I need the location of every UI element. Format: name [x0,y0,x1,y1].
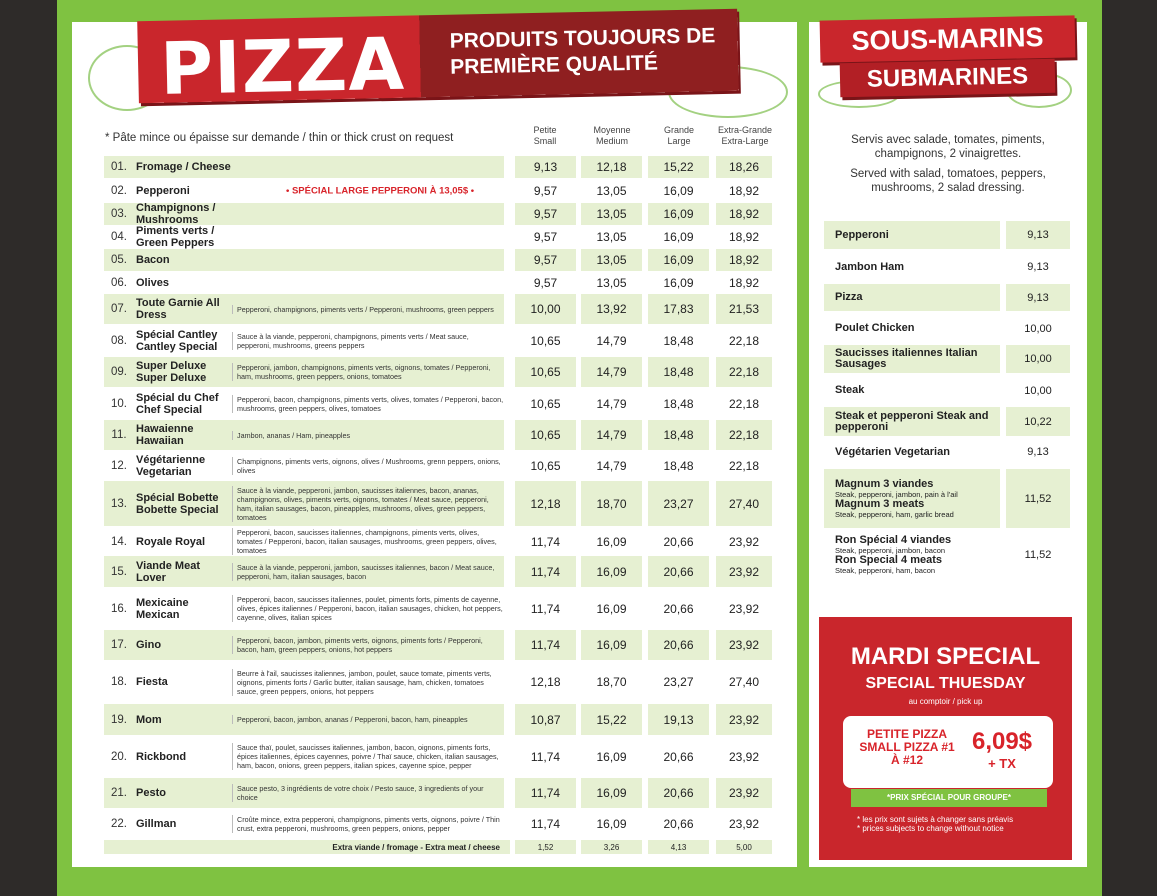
pizza-price: 22,18 [728,397,760,411]
pizza-price: 11,74 [515,556,576,587]
pizza-price: 14,79 [581,420,642,450]
pizza-number: 16. [111,602,127,615]
pizza-row [104,203,772,225]
submarine-price: 9,13 [1006,221,1070,249]
pizza-price: 16,09 [596,534,627,549]
pizza-price: 12,18 [581,156,642,178]
pizza-price: 21,53 [716,294,772,324]
offer-tax: + TX [988,756,1016,771]
pizza-price: 10,87 [515,704,576,735]
submarine-name: Jambon Ham [835,260,905,273]
submarine-name: Magnum 3 viandes [835,477,934,490]
pizza-price: 11,74 [530,749,561,764]
pizza-name: Spécial du Chef Chef Special [136,392,219,416]
submarine-row [824,345,1070,373]
pizza-row [104,389,772,419]
pizza-price: 9,13 [515,156,576,178]
pizza-price: 20,66 [648,556,709,587]
pizza-price: 23,92 [716,630,772,660]
pizza-price: 18,48 [648,357,709,387]
pickup-note: au comptoir / pick up [908,697,983,706]
pizza-price: 16,09 [596,601,627,616]
pizza-price: 20,66 [663,749,694,764]
pizza-number: 15. [104,556,134,587]
submarine-name-cell [824,469,1000,528]
pizza-ingredients: Pepperoni, bacon, jambon, piments verts, oignons, piments forts / Pepperoni, bacon, ham, green peppers, onions, hot peppers [232,636,504,654]
pizza-price: 18,48 [663,459,694,473]
submarine-name: Pepperoni [835,228,889,241]
pizza-row [104,528,772,555]
pizza-name-cell [134,294,504,324]
pizza-number: 08. [111,335,127,347]
pizza-price: 13,05 [596,184,627,198]
pizza-ingredients: Pepperoni, bacon, saucisses italiennes, poulet, piments forts, piments de cayenne, olives, épices italiennes / Pepperoni, bacon, italian sausages, chicken, hot peppers, cayenne, olives, italian spices [232,595,504,622]
pepperoni-promo: • SPÉCIAL LARGE PEPPERONI À 13,05$ • [286,185,475,197]
pizza-price: 23,92 [716,778,772,808]
pizza-price: 14,79 [596,397,627,411]
pizza-price: 16,09 [596,749,627,764]
offer-price: 6,09$ [971,728,1033,755]
submarine-desc-fr: Servis avec salade, tomates, piments, champignons, 2 vinaigrettes. [851,134,1045,160]
pizza-name-cell [134,528,504,555]
pizza-name: Hawaienne Hawaiian [136,423,194,447]
pizza-ingredients: Sauce à la viande, pepperoni, champignons, piments verts / Meat sauce, pepperoni, mushrooms, greens peppers [232,332,504,350]
submarine-price: 11,52 [1024,549,1052,561]
pizza-name-cell [134,156,504,178]
submarine-price: 9,13 [1006,284,1070,311]
pizza-row [104,451,772,481]
pizza-ingredients: Sauce à la viande, pepperoni, jambon, saucisses italiennes, bacon / Meat sauce, pepperoni, ham, italian sausages, bacon [232,563,504,581]
submarine-price: 10,00 [1024,322,1052,335]
pizza-row [104,662,772,702]
pizza-price: 11,74 [515,630,576,660]
pizza-price: 27,40 [728,675,760,689]
pizza-price: 23,92 [728,817,760,831]
pizza-row [104,589,772,628]
pizza-name: Viande Meat Lover [136,559,200,584]
pizza-ingredients: Sauce thaï, poulet, saucisses italiennes, jambon, bacon, oignons, piments forts, épices italiennes, épices cayennes, poivre / Thaï sauce, chicken, italian sausages, ham, bacon, onions, green peppers, italian spices, cayenne spice, pepper [232,743,504,770]
pizza-name: Champignons / Mushrooms [136,202,216,226]
pizza-row [104,810,772,838]
pizza-price: 13,05 [596,230,627,244]
pizza-number: 07. [104,294,134,324]
submarine-name: Poulet Chicken [835,322,915,334]
submarine-name-cell [824,407,1000,436]
pizza-price: 14,79 [596,334,627,348]
pizza-price: 13,05 [581,203,642,225]
submarine-name: Steak [835,384,865,396]
submarine-name-cell [824,531,1000,579]
pizza-price: 23,92 [716,704,772,735]
pizza-name-cell [134,810,504,838]
pizza-price: 23,27 [648,481,709,526]
pizza-price: 16,09 [648,203,709,225]
pizza-row [104,420,772,450]
extra-row [104,840,772,854]
pizza-name: Toute Garnie All Dress [136,297,220,321]
pizza-row [104,737,772,776]
pizza-row [104,326,772,356]
pizza-ingredients: Pepperoni, bacon, jambon, ananas / Pepperoni, bacon, ham, pineapples [232,715,504,724]
pizza-name: Olives [136,276,170,289]
pizza-price: 18,92 [716,203,772,225]
size-header-fr: Petite [533,125,557,135]
submarine-name: Steak et pepperoni Steak and pepperoni [835,409,989,433]
price-disclaimer [857,815,1057,833]
submarine-ingredients-en: Steak, pepperoni, ham, garlic bread [835,509,954,519]
pizza-number: 21. [104,778,134,808]
pizza-name: Super Deluxe Super Deluxe [136,360,207,384]
pizza-ingredients: Pepperoni, champignons, piments verts / Pepperoni, mushrooms, green peppers [232,305,504,314]
pizza-price: 20,66 [663,601,694,616]
pizza-price: 23,92 [728,534,760,549]
crust-note: * Pâte mince ou épaisse sur demande / thin or thick crust on request [105,132,454,144]
pizza-price: 18,48 [663,334,694,348]
pizza-name-cell [134,662,504,702]
pizza-number: 12. [111,460,127,472]
size-header-fr: Moyenne [593,125,631,135]
submarine-row [824,377,1070,404]
pizza-row [104,630,772,660]
submarine-row [824,407,1070,436]
pizza-price: 9,57 [515,249,576,271]
pizza-price: 22,18 [728,459,760,473]
pizza-price: 13,05 [581,249,642,271]
pizza-number: 14. [111,535,127,548]
extra-price-medium: 3,26 [581,840,642,854]
pizza-price: 11,74 [530,601,561,616]
pizza-price: 11,74 [515,778,576,808]
submarine-name-en: Ron Special 4 meats [835,554,942,566]
pizza-price: 18,92 [716,249,772,271]
submarine-price: 10,22 [1006,407,1070,436]
pizza-title-banner [137,9,739,111]
pizza-name: Pesto [136,787,166,799]
submarine-name-cell [824,314,1000,343]
submarine-row [824,252,1070,282]
pizza-price: 22,18 [728,334,760,348]
pizza-price: 27,40 [716,481,772,526]
pizza-ingredients: Croûte mince, extra pepperoni, champignons, piments verts, oignons, poivre / Thin crust, extra pepperoni, mushrooms, green peppers, onions, pepper [232,815,504,833]
size-header-fr: Extra-Grande [717,125,773,135]
pizza-price: 10,65 [530,397,561,411]
pizza-name-cell [134,556,504,587]
tuesday-title-en: SPECIAL THUESDAY [865,675,1026,692]
pizza-ingredients: Pepperoni, bacon, saucisses italiennes, champignons, piments verts, olives, tomates / Pepperoni, bacon, italian sausages, mushrooms, green peppers, olives, tomatoes [232,528,504,555]
pizza-number: 03. [104,203,134,225]
pizza-name: Spécial Cantley Cantley Special [136,329,218,353]
extra-price-small: 1,52 [515,840,576,854]
group-price-badge: *PRIX SPÉCIAL POUR GROUPE* [851,789,1047,807]
pizza-title: PIZZA [159,21,406,111]
submarine-row [824,284,1070,311]
pizza-price: 15,22 [581,704,642,735]
pizza-price: 11,74 [530,534,561,549]
pizza-number: 18. [111,676,127,688]
pizza-row [104,481,772,526]
pizza-name: Gino [136,639,162,651]
pizza-number: 22. [111,818,127,830]
pizza-price: 16,09 [581,630,642,660]
pizza-price: 9,57 [515,203,576,225]
pizza-price: 20,66 [663,817,694,831]
pizza-name-cell [134,737,504,776]
pizza-ingredients: Sauce à la viande, pepperoni, jambon, saucisses italiennes, bacon, ananas, champignons, olives, piments verts, oignons, tomates / Meat sauce, pepperoni, ham, italian sausages, bacon, pineapples, mushrooms, olives, green peppers, tomatoes [232,486,504,522]
pizza-number: 09. [104,357,134,387]
pizza-number: 06. [111,276,127,289]
size-header [715,125,775,147]
pizza-price: 16,09 [663,230,694,244]
pizza-name-cell [134,704,504,735]
submarine-ingredients-en: Steak, pepperoni, ham, bacon [835,566,936,575]
pizza-name: Mexicaine Mexican [136,596,189,621]
pizza-number: 10. [111,398,127,410]
pizza-name: Mom [136,713,162,726]
pizza-price: 23,92 [728,749,760,764]
pizza-price: 16,09 [581,556,642,587]
pizza-price: 16,09 [663,184,694,198]
pizza-name-cell [134,249,504,271]
pizza-name: Pepperoni [136,185,190,197]
pizza-price: 23,92 [716,556,772,587]
size-header-en: Large [667,136,691,146]
submarine-row [824,438,1070,466]
submarine-name: Ron Spécial 4 viandes [835,534,952,546]
pizza-name-cell [134,451,504,481]
pizza-number: 17. [104,630,134,660]
submarine-name-cell [824,284,1000,311]
tuesday-title: MARDI SPECIAL [850,643,1041,670]
submarine-name: Pizza [835,291,863,303]
pizza-name: Piments verts / Green Peppers [136,225,215,249]
pizza-price: 22,18 [716,357,772,387]
pizza-price: 17,83 [648,294,709,324]
pizza-price: 12,18 [515,481,576,526]
size-header-fr: Grande [663,125,695,135]
pizza-number: 02. [111,185,127,197]
pizza-row [104,778,772,808]
pizza-name: Bacon [136,254,170,266]
pizza-row [104,556,772,587]
pizza-price: 20,66 [648,630,709,660]
pizza-row [104,272,772,293]
pizza-price: 9,57 [533,184,558,198]
pizza-price: 16,09 [581,778,642,808]
pizza-name-cell [134,357,504,387]
submarine-title-fr: SOUS-MARINS [820,15,1076,62]
pizza-price: 20,66 [663,534,694,549]
pizza-ingredients: Beurre à l'ail, saucisses italiennes, jambon, poulet, sauce tomate, piments verts, oignons, piments forts / Garlic butter, italian sausage, ham, chicken, tomatoes sauce, green peppers, onions, hot peppers [232,669,504,696]
pizza-name: Fiesta [136,676,168,688]
pizza-price: 13,92 [581,294,642,324]
submarine-ingredients: Steak, pepperoni, jambon, pain à l'ail [835,489,958,499]
pizza-price: 18,48 [648,420,709,450]
submarine-row [824,469,1070,528]
pizza-name-cell [134,420,504,450]
pizza-price: 18,48 [663,397,694,411]
submarine-desc-en: Served with salad, tomatoes, peppers, mushrooms, 2 salad dressing. [850,168,1046,194]
pizza-subtitle: PRODUITS TOUJOURS DE PREMIÈRE QUALITÉ [449,24,716,79]
submarine-price: 10,00 [1006,345,1070,373]
pizza-name-cell [134,589,504,628]
pizza-price: 15,22 [648,156,709,178]
submarine-name: Végétarien Vegetarian [835,445,950,458]
size-header-en: Medium [595,136,628,146]
pizza-name-cell [134,778,504,808]
pizza-name: Spécial Bobette Bobette Special [136,491,219,516]
pizza-number: 01. [104,156,134,178]
pizza-price: 18,70 [596,675,627,689]
submarine-name-cell [824,252,1000,282]
pizza-ingredients: Pepperoni, bacon, champignons, piments verts, olives, tomates / Pepperoni, bacon, mushrooms, green peppers, olives, tomatoes [232,395,504,413]
submarine-row [824,314,1070,343]
extra-label: Extra viande / fromage - Extra meat / cheese [104,840,510,854]
pizza-name-cell [134,226,504,248]
size-header [515,125,575,147]
size-header [649,125,709,147]
submarine-price: 10,00 [1024,384,1052,397]
extra-price-xlarge: 5,00 [716,840,772,854]
pizza-name: Végétarienne Vegetarian [136,454,206,478]
pizza-price: 19,13 [648,704,709,735]
pizza-row [104,249,772,271]
pizza-price: 11,74 [530,817,561,831]
pizza-ingredients: Sauce pesto, 3 ingrédients de votre choix / Pesto sauce, 3 ingredients of your choice [232,784,504,802]
pizza-price: 18,26 [716,156,772,178]
pizza-number: 13. [104,481,134,526]
pizza-price: 10,00 [515,294,576,324]
price-disclaimer-fr: * les prix sont sujets à changer sans préavis [857,815,1014,824]
size-header [582,125,642,147]
submarine-row [824,221,1070,249]
pizza-price: 18,92 [728,275,760,290]
submarine-name-cell [824,377,1000,404]
pizza-price: 9,57 [533,275,558,290]
pizza-price: 18,70 [581,481,642,526]
pizza-price: 16,09 [648,249,709,271]
pizza-price: 10,65 [530,459,561,473]
pizza-price: 22,18 [716,420,772,450]
pizza-name-cell [134,326,504,356]
pizza-row [104,357,772,387]
pizza-name-cell [134,630,504,660]
submarine-price: 9,13 [1027,261,1049,273]
size-header-en: Small [533,136,557,146]
pizza-name-cell [134,481,504,526]
submarine-name-cell [824,438,1000,466]
pizza-name: Fromage / Cheese [136,161,231,173]
pizza-price: 9,57 [533,230,558,244]
pizza-ingredients: Champignons, piments verts, oignons, olives / Mushrooms, grenn peppers, onions, olives [232,457,504,475]
pizza-row [104,180,772,202]
pizza-price: 20,66 [648,778,709,808]
pizza-row [104,704,772,735]
pizza-name: Rickbond [136,750,187,763]
pizza-price: 13,05 [596,275,627,290]
submarine-price: 9,13 [1027,446,1049,458]
offer-label: PETITE PIZZA SMALL PIZZA #1 À #12 [859,727,955,767]
pizza-row [104,156,772,178]
pizza-number: 04. [111,231,127,243]
offer-box [843,716,1053,788]
submarine-price: 11,52 [1006,469,1070,528]
pizza-ingredients: Pepperoni, jambon, champignons, piments verts, oignons, tomates / Pepperoni, ham, mushrooms, green peppers, onions, tomatoes [232,363,504,381]
pizza-name-cell [134,272,504,293]
submarine-title-en: SUBMARINES [840,59,1056,97]
pizza-price: 10,65 [515,420,576,450]
pizza-price: 14,79 [596,459,627,473]
pizza-price: 23,92 [728,601,760,616]
size-header-en: Extra-Large [721,136,769,146]
pizza-row [104,226,772,248]
pizza-price: 18,92 [728,230,760,244]
pizza-number: 20. [111,750,127,763]
submarine-name-en: Magnum 3 meats [835,497,925,510]
pizza-name-cell [134,203,504,225]
pizza-price: 16,09 [596,817,627,831]
pizza-row [104,294,772,324]
pizza-ingredients: Jambon, ananas / Ham, pineapples [232,431,504,440]
submarine-name-cell [824,345,1000,373]
price-disclaimer-en: * prices subjects to change without notice [857,824,1004,833]
pizza-price: 18,92 [728,184,760,198]
pizza-price: 10,65 [515,357,576,387]
pizza-number: 19. [104,704,134,735]
pizza-number: 11. [104,420,134,450]
submarine-row [824,531,1070,579]
pizza-price: 23,27 [663,675,694,689]
pizza-name: Royale Royal [136,535,206,548]
submarine-name: Saucisses italiennes Italian Sausages [835,347,978,370]
pizza-price: 12,18 [530,675,561,689]
submarine-name-cell [824,221,1000,249]
submarine-ingredients: Steak, pepperoni, jambon, bacon [835,546,946,555]
pizza-price: 16,09 [663,275,694,290]
pizza-name: Gillman [136,818,177,830]
pizza-number: 05. [104,249,134,271]
extra-price-large: 4,13 [648,840,709,854]
pizza-price: 10,65 [530,334,561,348]
pizza-name-cell [134,389,504,419]
pizza-price: 14,79 [581,357,642,387]
tuesday-special-card [819,617,1072,860]
